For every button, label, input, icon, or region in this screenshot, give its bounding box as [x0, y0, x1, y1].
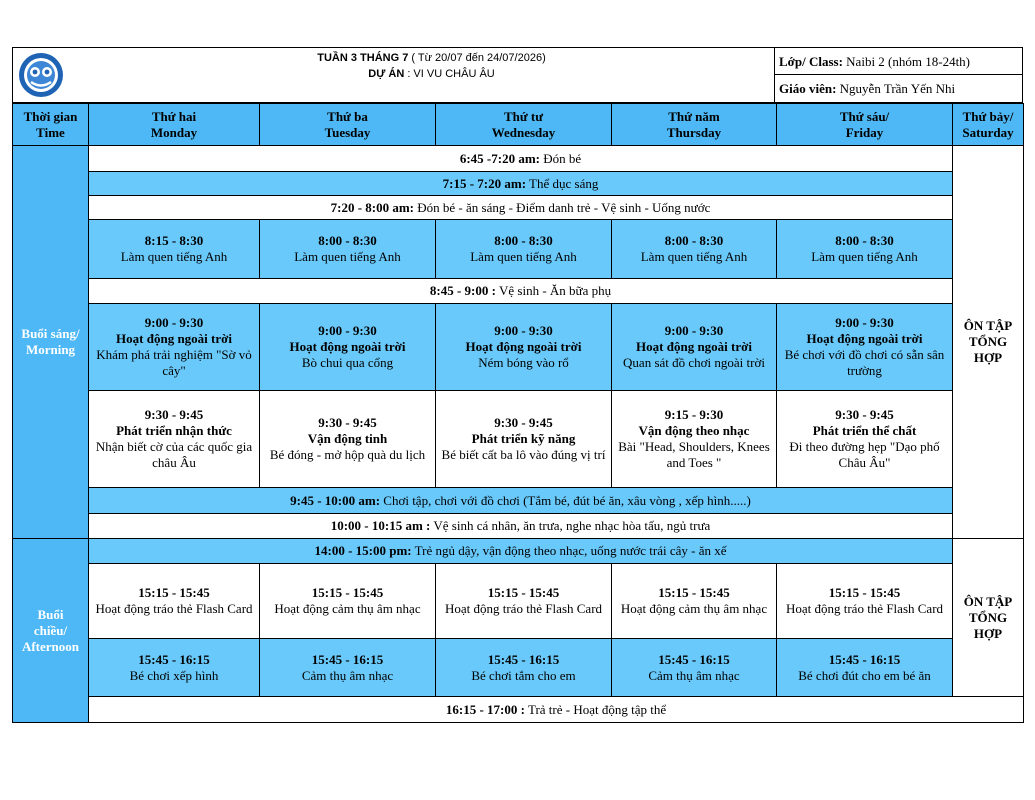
project-line: DỰ ÁN : VI VU CHÂU ÂU: [368, 68, 495, 80]
row-lunch: 10:00 - 10:15 am : Vệ sinh cá nhân, ăn trưa, nghe nhạc hòa tấu, ngủ trưa: [89, 514, 953, 539]
col-thursday: Thứ năm Thursday: [612, 104, 777, 146]
activity-cell: 9:00 - 9:30 Hoạt động ngoài trời Ném bóng vào rổ: [436, 304, 612, 391]
week-line: TUẦN 3 THÁNG 7 ( Từ 20/07 đến 24/07/2026): [317, 52, 546, 64]
class-info-box: [774, 48, 1022, 102]
col-time: Thời gian Time: [13, 104, 89, 146]
activity-cell: 8:15 - 8:30 Làm quen tiếng Anh: [89, 220, 260, 279]
activity-cell: 9:00 - 9:30 Hoạt động ngoài trời Bò chui qua cổng: [260, 304, 436, 391]
row-morning-exercise: 7:15 - 7:20 am: Thể dục sáng: [89, 172, 953, 196]
activity-cell: 9:00 - 9:30 Hoạt động ngoài trời Quan sát đồ chơi ngoài trời: [612, 304, 777, 391]
row-afternoon-activity-2: [13, 639, 1024, 697]
activity-cell: 9:00 - 9:30 Hoạt động ngoài trời Khám phá trải nghiệm "Sờ vỏ cây": [89, 304, 260, 391]
activity-cell: 15:15 - 15:45 Hoạt động cảm thụ âm nhạc: [612, 564, 777, 639]
row-pickup: 16:15 - 17:00 : Trả trẻ - Hoạt động tập thể: [89, 697, 1024, 723]
school-logo-icon: [17, 51, 65, 99]
activity-cell: 15:45 - 16:15 Bé chơi tắm cho em: [436, 639, 612, 697]
activity-cell: 9:30 - 9:45 Phát triển nhận thức Nhận biết cờ của các quốc gia châu Âu: [89, 391, 260, 488]
activity-cell: 8:00 - 8:30 Làm quen tiếng Anh: [612, 220, 777, 279]
schedule-table: [12, 103, 1024, 723]
row-development: [13, 391, 1024, 488]
col-friday: Thứ sáu/ Friday: [777, 104, 953, 146]
col-wednesday: Thứ tư Wednesday: [436, 104, 612, 146]
activity-cell: 9:30 - 9:45 Vận động tinh Bé đóng - mở hộp quà du lịch: [260, 391, 436, 488]
activity-cell: 15:45 - 16:15 Bé chơi xếp hình: [89, 639, 260, 697]
activity-cell: 8:00 - 8:30 Làm quen tiếng Anh: [777, 220, 953, 279]
activity-cell: 8:00 - 8:30 Làm quen tiếng Anh: [436, 220, 612, 279]
activity-cell: 9:15 - 9:30 Vận động theo nhạc Bài "Head, Shoulders, Knees and Toes ": [612, 391, 777, 488]
activity-cell: 15:15 - 15:45 Hoạt động cảm thụ âm nhạc: [260, 564, 436, 639]
saturday-review-afternoon: ÔN TẬP TỔNG HỢP: [953, 539, 1024, 697]
activity-cell: 15:45 - 16:15 Bé chơi đút cho em bé ăn: [777, 639, 953, 697]
row-afternoon-activity-1: [13, 564, 1024, 639]
row-wake-up: 14:00 - 15:00 pm: Trẻ ngủ dậy, vận động theo nhạc, uống nước trái cây - ăn xế: [89, 539, 953, 564]
saturday-review-morning: ÔN TẬP TỔNG HỢP: [953, 146, 1024, 539]
activity-cell: 9:30 - 9:45 Phát triển kỹ năng Bé biết cất ba lô vào đúng vị trí: [436, 391, 612, 488]
activity-cell: 15:45 - 16:15 Cảm thụ âm nhạc: [260, 639, 436, 697]
row-arrival: 6:45 -7:20 am: Đón bé: [89, 146, 953, 172]
session-morning: Buổi sáng/ Morning: [13, 146, 89, 539]
row-english: [13, 220, 1024, 279]
row-snack: 8:45 - 9:00 : Vệ sinh - Ăn bữa phụ: [89, 279, 953, 304]
row-free-play: 9:45 - 10:00 am: Chơi tập, chơi với đồ chơi (Tắm bé, đút bé ăn, xâu vòng , xếp hình.....): [89, 488, 953, 514]
activity-cell: 9:00 - 9:30 Hoạt động ngoài trời Bé chơi với đồ chơi có sẵn sân trường: [777, 304, 953, 391]
activity-cell: 15:15 - 15:45 Hoạt động tráo thẻ Flash Card: [436, 564, 612, 639]
session-afternoon: Buổi chiều/ Afternoon: [13, 539, 89, 723]
activity-cell: 15:15 - 15:45 Hoạt động tráo thẻ Flash Card: [89, 564, 260, 639]
activity-cell: 9:30 - 9:45 Phát triển thể chất Đi theo đường hẹp "Dạo phố Châu Âu": [777, 391, 953, 488]
teacher-line: Giáo viên: Nguyễn Trần Yến Nhi: [779, 81, 956, 96]
col-saturday: Thứ bảy/ Saturday: [953, 104, 1024, 146]
activity-cell: 8:00 - 8:30 Làm quen tiếng Anh: [260, 220, 436, 279]
col-monday: Thứ hai Monday: [89, 104, 260, 146]
page-header: [12, 47, 1023, 103]
class-line: Lớp/ Class: Naibi 2 (nhóm 18-24th): [775, 48, 1022, 75]
row-outdoor: [13, 304, 1024, 391]
col-tuesday: Thứ ba Tuesday: [260, 104, 436, 146]
activity-cell: 15:45 - 16:15 Cảm thụ âm nhạc: [612, 639, 777, 697]
activity-cell: 15:15 - 15:45 Hoạt động tráo thẻ Flash Card: [777, 564, 953, 639]
header-title: [103, 50, 760, 82]
row-breakfast: 7:20 - 8:00 am: Đón bé - ăn sáng - Điểm danh trẻ - Vệ sinh - Uống nước: [89, 196, 953, 220]
header-row: [13, 104, 1024, 146]
